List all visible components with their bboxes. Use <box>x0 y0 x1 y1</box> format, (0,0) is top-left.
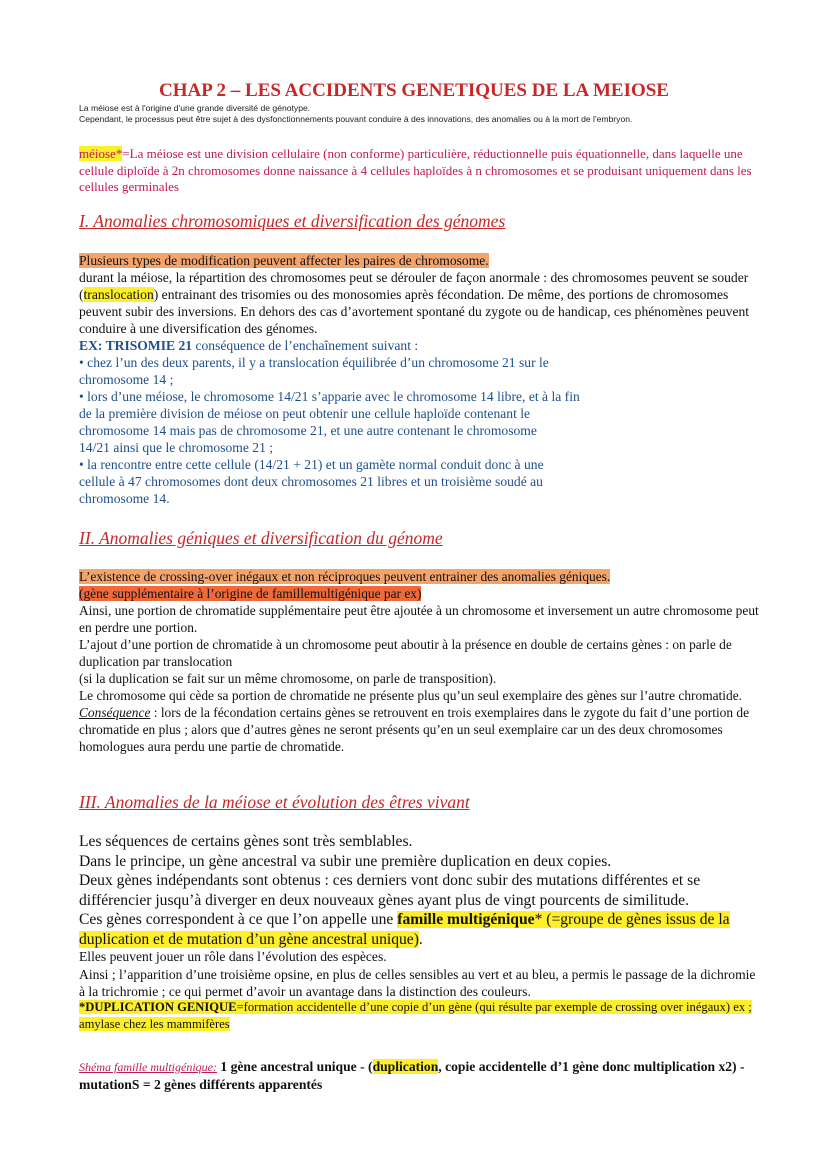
section-1-heading: I. Anomalies chromosomiques et diversification des génomes <box>79 211 506 231</box>
section-1-text-b: ) entrainant des trisomies ou des monosomies après fécondation. De même, des portions de chromosomes peuvent subir des inversions. En dehors des cas d’avortement spontané du zygote ou de handicap, ces phénomènes peuvent conduire à une diversification des génomes. <box>79 287 750 336</box>
section-2-heading: II. Anomalies géniques et diversification du génome <box>79 528 443 548</box>
example-line-3: • lors d’une méiose, le chromosome 14/21 s’apparie avec le chromosome 14 libre, et à la fin <box>79 389 580 404</box>
example-line-5: chromosome 14 mais pas de chromosome 21, et une autre contenant le chromosome <box>79 423 537 438</box>
section-1-paragraph <box>79 269 769 337</box>
example-line-7: • la rencontre entre cette cellule (14/21 + 21) et un gamète normal conduit donc à une <box>79 457 544 472</box>
example-label: EX: TRISOMIE 21 <box>79 338 193 353</box>
multigene-family-term: famille multigénique <box>397 911 535 928</box>
schema-text-b: , copie accidentelle d’1 gène donc multiplication x2) - mutationS = 2 gènes différents apparentés <box>79 1059 745 1092</box>
meiosis-definition <box>79 146 759 196</box>
example-line-2: chromosome 14 ; <box>79 372 174 387</box>
section-3-line-1: Les séquences de certains gènes sont très semblables. <box>79 833 413 850</box>
example-line-6: 14/21 ainsi que le chromosome 21 ; <box>79 440 274 455</box>
section-2-paragraph-3: (si la duplication se fait sur un même chromosome, on parle de transposition). <box>79 671 497 686</box>
schema-label: Shéma famille multigénique: <box>79 1060 217 1074</box>
schema-duplication-term: duplication <box>372 1059 439 1074</box>
section-1-text-a: durant la méiose, la répartition des chromosomes peut se dérouler de façon anormale : des chromosomes peuvent se souder ( <box>79 270 749 302</box>
example-line-8: cellule à 47 chromosomes dont deux chromosomes 21 libres et un troisième soudé au <box>79 474 543 489</box>
multigene-family-definition: * (=groupe de gènes issus de la duplication et de mutation d’un gène ancestral unique) <box>79 911 730 948</box>
example-line-9: chromosome 14. <box>79 491 170 506</box>
section-1-lead: Plusieurs types de modification peuvent affecter les paires de chromosome. <box>79 253 489 268</box>
section-3-line-3: Deux gènes indépendants sont obtenus : ces derniers vont donc subir des mutations différentes et se différencier jusqu’à diverger en deux nouveaux gènes ayant plus de vingt pourcents de similitude. <box>79 872 701 909</box>
example-line-1: • chez l’un des deux parents, il y a translocation équilibrée d’un chromosome 21 sur le <box>79 355 549 370</box>
multigene-family-paragraph <box>79 910 759 949</box>
schema-paragraph <box>79 1058 759 1094</box>
example-heading <box>79 337 769 354</box>
consequence-paragraph <box>79 704 769 755</box>
section-2-paragraph-2: L’ajout d’une portion de chromatide à un chromosome peut aboutir à la présence en double de certains gènes : on parle de duplication par translocation <box>79 637 732 669</box>
duplication-text: =formation accidentelle d’une copie d’un gène (qui résulte par exemple de crossing over inégaux) ex ; amylase chez les mammifères <box>79 1000 752 1031</box>
duplication-definition <box>79 999 759 1032</box>
section-2-paragraph-1: Ainsi, une portion de chromatide supplémentaire peut être ajoutée à un chromosome et inversement un autre chromosome peut en perdre une portion. <box>79 603 759 635</box>
consequence-text: : lors de la fécondation certains gènes se retrouvent en trois exemplaires dans le zygote du fait d’une portion de chromatide en plus ; alors que d’autres gènes ne seront présents qu’en un seul exemplaire car un des deux chromosomes homologues aura perdu une partie de chromatide. <box>79 705 750 754</box>
translocation-term: translocation <box>83 287 154 302</box>
section-3-heading: III. Anomalies de la méiose et évolution des êtres vivant <box>79 792 470 812</box>
section-3-line-2: Dans le principe, un gène ancestral va subir une première duplication en deux copies. <box>79 852 612 870</box>
intro-line-2: Cependant, le processus peut être sujet à des dysfonctionnements pouvant conduire à des innovations, des anomalies ou à la mort de l'embryon. <box>79 114 633 124</box>
intro-line-1: La méiose est à l'origine d'une grande diversité de génotype. <box>79 103 311 113</box>
intro-text <box>79 103 759 125</box>
schema-text-a: 1 gène ancestral unique - ( <box>216 1059 373 1074</box>
definition-text: =La méiose est une division cellulaire (non conforme) particulière, réductionnelle puis équationnelle, dans laquelle une cellule diploïde à 2n chromosomes donne naissance à 4 cellules haploïdes à n chromosomes et se produisant uniquement dans les cellules germinales <box>79 146 752 194</box>
page-title: CHAP 2 – LES ACCIDENTS GENETIQUES DE LA MEIOSE <box>159 80 669 101</box>
section-3-line-5: Elles peuvent jouer un rôle dans l’évolution des espèces. <box>79 949 387 964</box>
duplication-label: *DUPLICATION GENIQUE <box>79 1000 237 1014</box>
definition-term: méiose* <box>79 146 123 161</box>
multigene-text-end: . <box>418 930 423 948</box>
section-2-paragraph-4: Le chromosome qui cède sa portion de chromatide ne présente plus qu’un seul exemplaire des gènes sur l’autre chromatide. <box>79 688 742 703</box>
consequence-label: Conséquence <box>79 705 151 720</box>
section-1-body <box>79 252 769 507</box>
section-3-body-2 <box>79 948 759 1001</box>
section-3-line-6: Ainsi ; l’apparition d’une troisième opsine, en plus de celles sensibles au vert et au bleu, a permis le passage de la dichromie à la trichromie ; ce qui permet d’avoir un avantage dans la distinction des couleurs. <box>79 966 756 999</box>
section-3-body <box>79 832 759 949</box>
multigene-text-a: Ces gènes correspondent à ce que l’on appelle une <box>79 911 398 928</box>
section-2-lead-note: (gène supplémentaire à l’origine de famillemultigénique par ex) <box>79 586 422 601</box>
section-2-body <box>79 568 769 755</box>
example-intro: conséquence de l’enchaînement suivant : <box>192 338 419 353</box>
section-2-lead: L’existence de crossing-over inégaux et non réciproques peuvent entrainer des anomalies géniques. <box>79 569 611 584</box>
example-line-4: de la première division de méiose on peut obtenir une cellule haploïde contenant le <box>79 406 531 421</box>
